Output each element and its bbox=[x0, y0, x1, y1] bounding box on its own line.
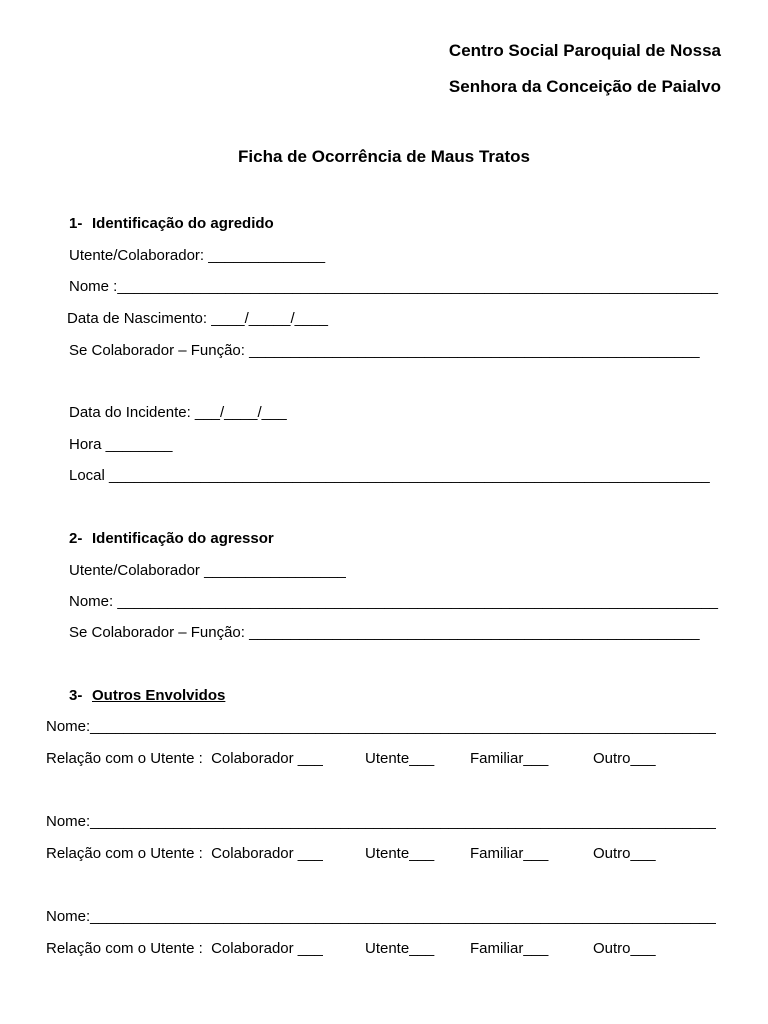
victim-utente-colaborador-field[interactable]: Utente/Colaborador: ______________ bbox=[69, 247, 326, 264]
incident-time-field[interactable]: Hora ________ bbox=[69, 436, 173, 453]
involved-3-relation-colaborador[interactable]: Relação com o Utente : Colaborador ___ bbox=[46, 940, 323, 957]
section3-number: 3- bbox=[69, 687, 83, 704]
involved-2-relation-colaborador[interactable]: Relação com o Utente : Colaborador ___ bbox=[46, 845, 323, 862]
involved-2-relation-outro[interactable]: Outro___ bbox=[593, 845, 656, 862]
section1-number: 1- bbox=[69, 215, 83, 232]
section2-heading: Identificação do agressor bbox=[92, 530, 274, 547]
aggressor-function-field[interactable]: Se Colaborador – Função: ______________________________________________________ bbox=[69, 624, 700, 641]
victim-birthdate-field[interactable]: Data de Nascimento: ____/_____/____ bbox=[67, 310, 329, 327]
involved-1-name-field[interactable]: Nome:___________________________________________________________________________ bbox=[46, 718, 716, 735]
involved-1-relation-utente[interactable]: Utente___ bbox=[365, 750, 435, 767]
involved-3-relation-utente[interactable]: Utente___ bbox=[365, 940, 435, 957]
involved-1-relation-familiar[interactable]: Familiar___ bbox=[470, 750, 549, 767]
victim-name-field[interactable]: Nome :________________________________________________________________________ bbox=[69, 278, 718, 295]
incident-date-field[interactable]: Data do Incidente: ___/____/___ bbox=[69, 404, 287, 421]
header-institution-line1: Centro Social Paroquial de Nossa bbox=[448, 41, 721, 60]
involved-2-relation-familiar[interactable]: Familiar___ bbox=[470, 845, 549, 862]
aggressor-utente-colaborador-field[interactable]: Utente/Colaborador _________________ bbox=[69, 562, 346, 579]
form-title: Ficha de Ocorrência de Maus Tratos bbox=[238, 147, 530, 166]
section2-number: 2- bbox=[69, 530, 83, 547]
aggressor-name-field[interactable]: Nome: ________________________________________________________________________ bbox=[69, 593, 718, 610]
involved-1-relation-outro[interactable]: Outro___ bbox=[593, 750, 656, 767]
involved-2-relation-utente[interactable]: Utente___ bbox=[365, 845, 435, 862]
involved-2-name-field[interactable]: Nome:___________________________________________________________________________ bbox=[46, 813, 716, 830]
header-institution-line2: Senhora da Conceição de Paialvo bbox=[448, 77, 721, 96]
involved-3-relation-familiar[interactable]: Familiar___ bbox=[470, 940, 549, 957]
involved-1-relation-colaborador[interactable]: Relação com o Utente : Colaborador ___ bbox=[46, 750, 323, 767]
involved-3-relation-outro[interactable]: Outro___ bbox=[593, 940, 656, 957]
section1-heading: Identificação do agredido bbox=[92, 215, 274, 232]
involved-3-name-field[interactable]: Nome:___________________________________________________________________________ bbox=[46, 908, 716, 925]
section3-heading: Outros Envolvidos bbox=[92, 687, 226, 704]
victim-function-field[interactable]: Se Colaborador – Função: ______________________________________________________ bbox=[69, 342, 700, 359]
incident-location-field[interactable]: Local ________________________________________________________________________ bbox=[69, 467, 710, 484]
